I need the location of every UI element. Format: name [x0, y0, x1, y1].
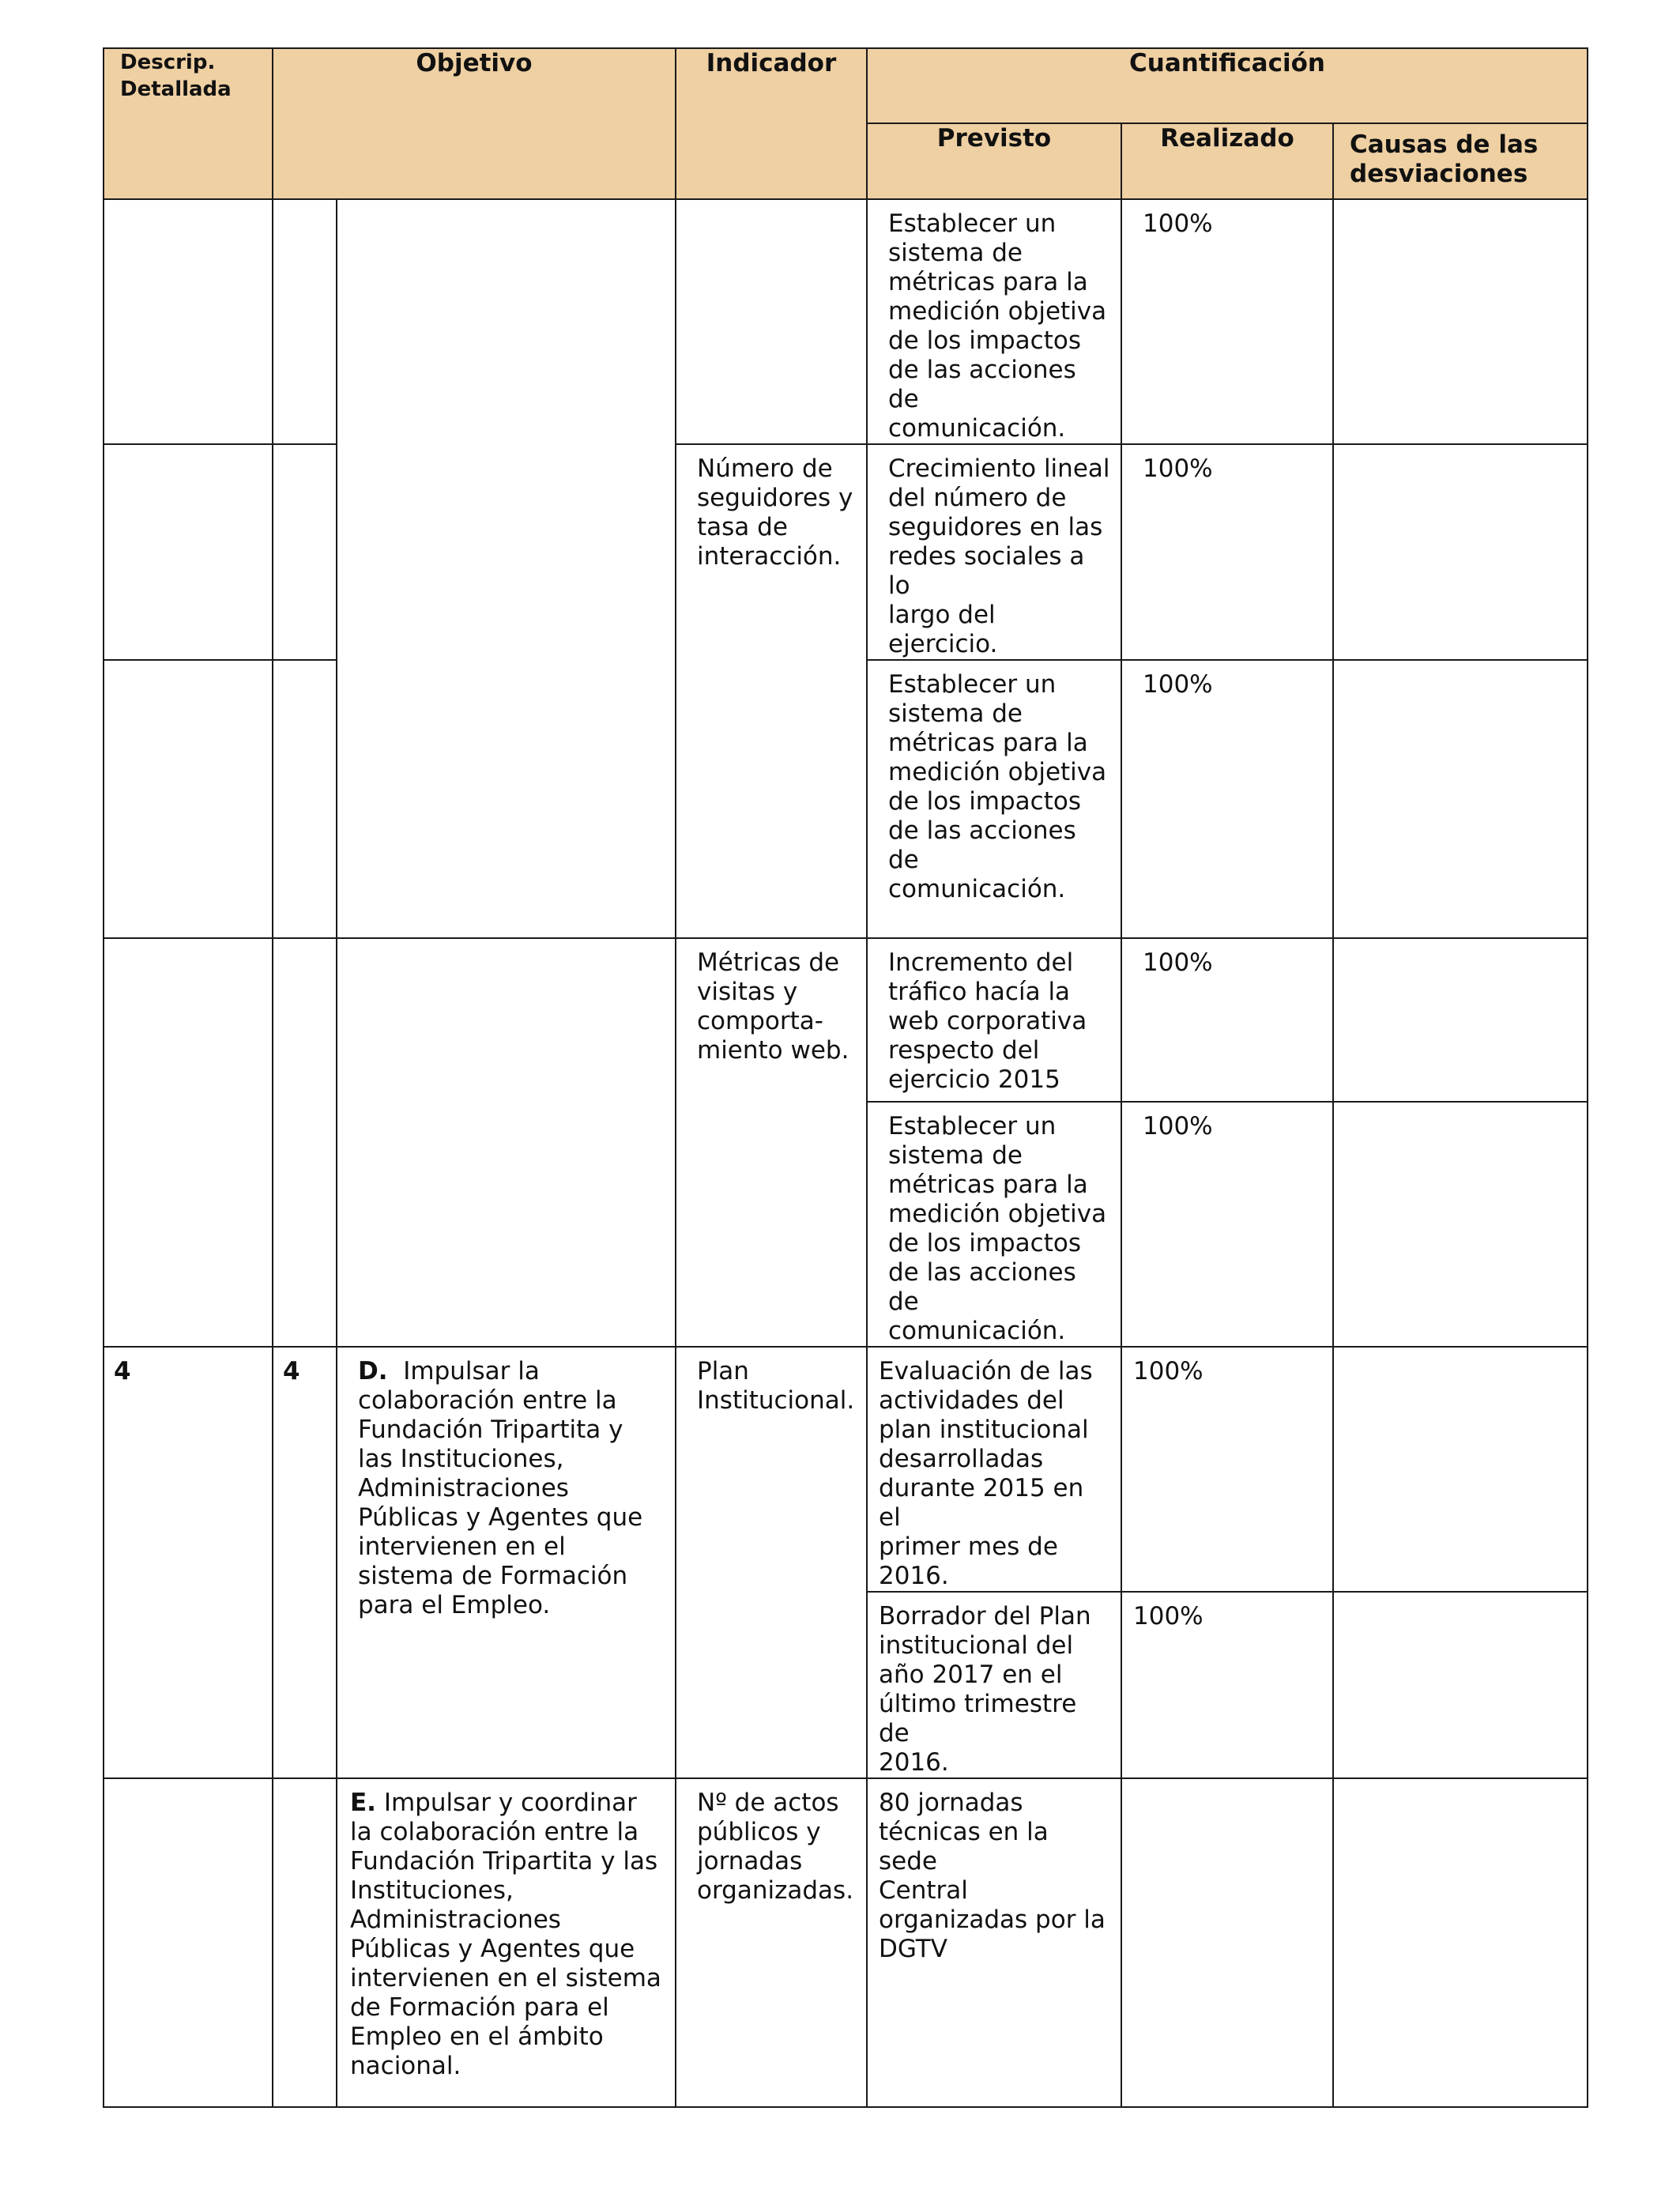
realizado-cell: 100%	[1121, 938, 1333, 1102]
table-cell	[273, 1778, 337, 2107]
table-row	[104, 444, 1588, 660]
realizado-cell: 100%	[1121, 660, 1333, 938]
indicador-cell: Plan Institucional.	[676, 1347, 867, 1778]
objetivo-cell	[337, 1778, 676, 2107]
indicador-cell: Número de seguidores y tasa de interacción.	[676, 444, 867, 938]
causas-cell	[1333, 1102, 1588, 1347]
header-indicador: Indicador	[676, 48, 867, 199]
indicador-cell: Métricas de visitas y comporta- miento web.	[676, 938, 867, 1347]
objetivo-cell	[337, 938, 676, 1347]
causas-cell	[1333, 660, 1588, 938]
table-row	[104, 938, 1588, 1102]
objetivo-letter: D.	[358, 1357, 388, 1385]
previsto-cell: 80 jornadas técnicas en la sede Central organizadas por la DGTV	[867, 1778, 1121, 2107]
realizado-cell	[1121, 1778, 1333, 2107]
objetivo-cell	[337, 1347, 676, 1778]
table-cell	[104, 660, 273, 938]
causas-cell	[1333, 1592, 1588, 1778]
document-table	[103, 47, 1588, 2108]
header-realizado: Realizado	[1121, 123, 1333, 199]
realizado-cell: 100%	[1121, 444, 1333, 660]
objetivo-letter: E.	[350, 1789, 376, 1817]
table-row	[104, 1347, 1588, 1592]
header-objetivo: Objetivo	[273, 48, 676, 199]
table-cell	[273, 938, 337, 1347]
previsto-cell: Evaluación de las actividades del plan institucional desarrolladas durante 2015 en el primer mes de 2016.	[867, 1347, 1121, 1592]
previsto-cell: Establecer un sistema de métricas para la medición objetiva de los impactos de las acciones de comunicación.	[867, 1102, 1121, 1347]
realizado-cell: 100%	[1121, 199, 1333, 444]
table-cell	[273, 199, 337, 444]
realizado-cell: 100%	[1121, 1592, 1333, 1778]
previsto-cell: Establecer un sistema de métricas para la medición objetiva de los impactos de las acciones de comunicación.	[867, 199, 1121, 444]
indicador-cell	[676, 199, 867, 444]
causas-cell	[1333, 1347, 1588, 1592]
table-cell	[273, 444, 337, 660]
causas-cell	[1333, 199, 1588, 444]
header-causas: Causas de las desviaciones	[1333, 123, 1588, 199]
table-row	[104, 199, 1588, 444]
table-cell	[104, 199, 273, 444]
table-cell	[273, 660, 337, 938]
objective-number: 4	[273, 1347, 337, 1778]
header-cuantificacion: Cuantificación	[867, 48, 1588, 123]
table-cell	[104, 444, 273, 660]
objetivo-cell	[337, 199, 676, 938]
realizado-cell: 100%	[1121, 1102, 1333, 1347]
previsto-cell: Incremento del tráfico hacía la web corporativa respecto del ejercicio 2015	[867, 938, 1121, 1102]
previsto-cell: Establecer un sistema de métricas para la medición objetiva de los impactos de las acciones de comunicación.	[867, 660, 1121, 938]
causas-cell	[1333, 1778, 1588, 2107]
table-cell	[104, 1778, 273, 2107]
causas-cell	[1333, 444, 1588, 660]
objetivo-text: Impulsar la colaboración entre la Fundación Tripartita y las Instituciones, Administraciones Públicas y Agentes que intervienen en el sistema de Formación para el Empleo.	[358, 1357, 643, 1619]
realizado-cell: 100%	[1121, 1347, 1333, 1592]
table-cell	[104, 938, 273, 1347]
indicador-cell: Nº de actos públicos y jornadas organizadas.	[676, 1778, 867, 2107]
previsto-cell: Crecimiento lineal del número de seguidores en las redes sociales a lo largo del ejercicio.	[867, 444, 1121, 660]
descrip-number: 4	[104, 1347, 273, 1778]
previsto-cell: Borrador del Plan institucional del año 2017 en el último trimestre de 2016.	[867, 1592, 1121, 1778]
table-row	[104, 1778, 1588, 2107]
objetivo-text: Impulsar y coordinar la colaboración entre la Fundación Tripartita y las Instituciones, Administraciones Públicas y Agentes que intervienen en el sistema de Formación para el Empleo en el ámbito nacional.	[350, 1789, 661, 2080]
header-previsto: Previsto	[867, 123, 1121, 199]
causas-cell	[1333, 938, 1588, 1102]
header-descrip: Descrip. Detallada	[104, 48, 273, 199]
